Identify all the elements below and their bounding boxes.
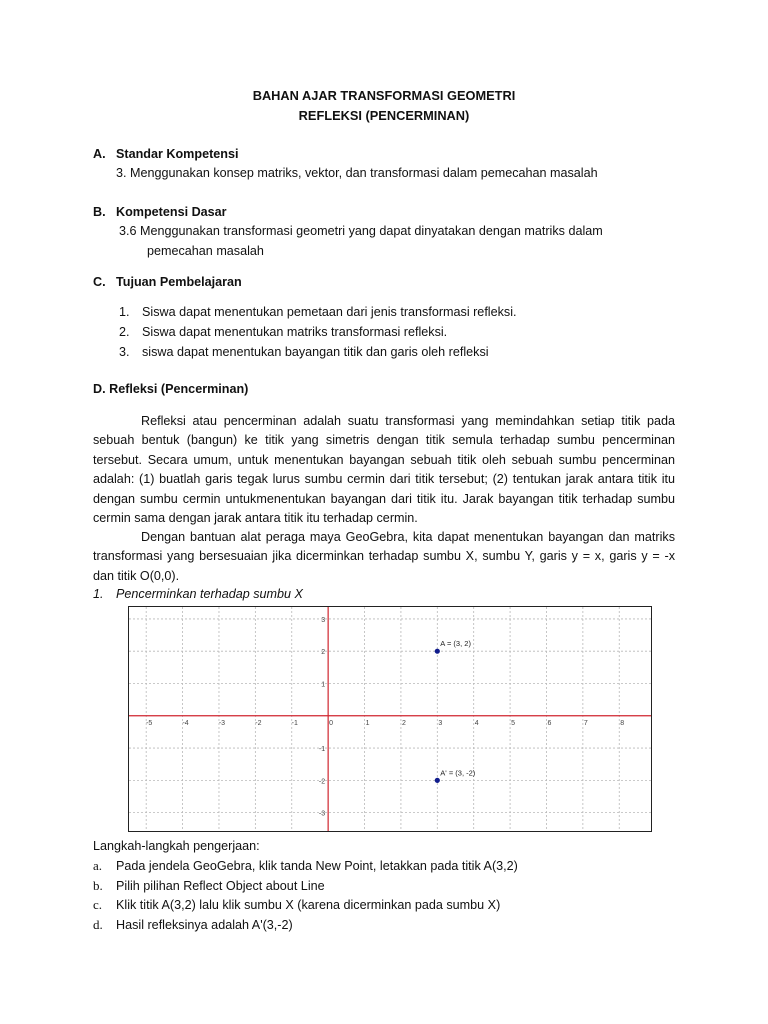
y-tick-label: 1 <box>321 681 326 689</box>
step-text: Pilih pilihan Reflect Object about Line <box>116 879 325 893</box>
step-marker: a. <box>93 858 103 873</box>
y-tick-label: -1 <box>318 746 326 754</box>
subheading-number: 1. <box>93 587 104 601</box>
point-marker[interactable] <box>435 778 440 783</box>
x-tick-label: -3 <box>218 719 226 727</box>
section-a-item: 3. Menggunakan konsep matriks, vektor, dan transformasi dalam pemecahan masalah <box>116 166 598 180</box>
y-tick-label: -3 <box>318 810 326 818</box>
objective-item <box>119 345 489 359</box>
graph-frame <box>129 607 652 832</box>
x-tick-label: -5 <box>146 719 153 727</box>
step-text: Klik titik A(3,2) lalu klik sumbu X (karena dicerminkan pada sumbu X) <box>116 898 501 912</box>
step-marker: b. <box>93 878 103 893</box>
step-item <box>93 917 293 933</box>
step-text: Hasil refleksinya adalah A'(3,-2) <box>116 918 293 932</box>
paragraph-definition <box>93 412 675 528</box>
x-tick-label: -4 <box>182 719 189 727</box>
x-tick-label: 1 <box>365 719 370 727</box>
section-b-item-line2: pemecahan masalah <box>147 244 264 258</box>
x-tick-label: 4 <box>474 719 479 727</box>
y-tick-label: -2 <box>318 778 326 786</box>
x-tick-label: 7 <box>583 719 588 727</box>
paragraph-geogebra <box>93 528 675 586</box>
x-tick-label: -2 <box>255 719 262 727</box>
step-text: Pada jendela GeoGebra, klik tanda New Point, letakkan pada titik A(3,2) <box>116 859 518 873</box>
objective-text: siswa dapat menentukan bayangan titik dan garis oleh refleksi <box>142 345 489 359</box>
x-tick-label: 8 <box>620 719 625 727</box>
step-item <box>93 897 500 913</box>
section-a-marker: A. <box>93 147 106 161</box>
section-a-heading <box>93 147 238 161</box>
x-tick-label: -1 <box>291 719 298 727</box>
steps-heading: Langkah-langkah pengerjaan: <box>93 839 260 853</box>
step-marker: d. <box>93 917 103 932</box>
section-c-title: Tujuan Pembelajaran <box>116 275 242 289</box>
section-a-title: Standar Kompetensi <box>116 147 239 161</box>
objective-text: Siswa dapat menentukan matriks transformasi refleksi. <box>142 325 448 339</box>
y-tick-label: 3 <box>321 616 326 624</box>
section-b-item-line1: 3.6 Menggunakan transformasi geometri yang dapat dinyatakan dengan matriks dalam <box>119 224 603 238</box>
x-tick-label: 6 <box>547 719 552 727</box>
paragraph-geogebra-text: Dengan bantuan alat peraga maya GeoGebra, kita dapat menentukan bayangan dan matriks transformasi yang bersesuaian jika dicerminkan terhadap sumbu X, sumbu Y, garis y = x, garis y = -x dan titik O(0,0). <box>93 530 675 583</box>
objective-text: Siswa dapat menentukan pemetaan dari jenis transformasi refleksi. <box>142 305 517 319</box>
section-b-title: Kompetensi Dasar <box>116 205 227 219</box>
objective-item <box>119 325 447 339</box>
subheading-reflect-x <box>93 587 303 601</box>
point-marker[interactable] <box>435 649 440 654</box>
objective-number: 2. <box>119 325 130 339</box>
objective-number: 3. <box>119 345 130 359</box>
x-tick-label: 2 <box>401 719 406 727</box>
section-b-heading <box>93 205 227 219</box>
section-c-heading <box>93 275 242 289</box>
objective-number: 1. <box>119 305 130 319</box>
objective-item <box>119 305 517 319</box>
geogebra-graph <box>128 606 652 832</box>
section-b-marker: B. <box>93 205 106 219</box>
step-marker: c. <box>93 897 103 912</box>
section-c-marker: C. <box>93 275 106 289</box>
step-item <box>93 878 325 894</box>
x-tick-label: 3 <box>438 719 443 727</box>
point-label: A' = (3, -2) <box>440 768 476 778</box>
subheading-text: Pencerminkan terhadap sumbu X <box>116 587 303 601</box>
x-tick-label: 5 <box>511 719 516 727</box>
y-tick-label: 2 <box>321 649 326 657</box>
document-subtitle: REFLEKSI (PENCERMINAN) <box>298 108 470 123</box>
x-tick-label: 0 <box>329 719 334 727</box>
step-item <box>93 858 518 874</box>
paragraph-definition-text: Refleksi atau pencerminan adalah suatu transformasi yang memindahkan setiap titik pada sebuah bentuk (bangun) ke titik yang simetris dengan titik semula terhadap sumbu pencerminan tersebut. Secara umum, untuk menentukan bayangan sebuah titik oleh sebuah sumbu pencerminan adalah: (1) buatlah garis tegak lurus sumbu cermin dari titik tersebut; (2) tentukan jarak antara titik itu dengan sumbu cermin untukmenentukan bayangan dari titik itu. Jarak bayangan titik terhadap sumbu cermin sama dengan jarak antara titik itu terhadap cermin. <box>93 414 675 526</box>
point-label: A = (3, 2) <box>440 639 471 649</box>
section-d-heading: D. Refleksi (Pencerminan) <box>93 382 249 396</box>
document-title: BAHAN AJAR TRANSFORMASI GEOMETRI <box>252 88 516 103</box>
